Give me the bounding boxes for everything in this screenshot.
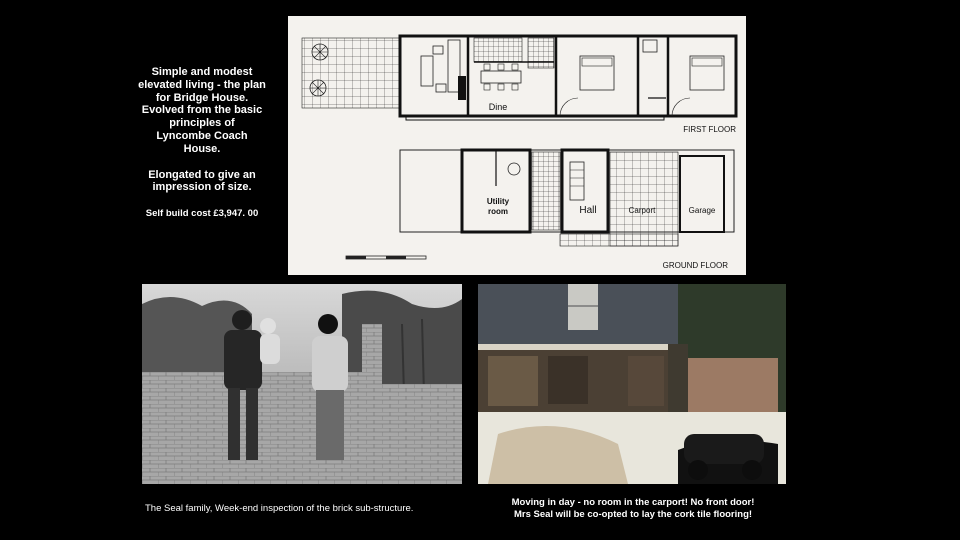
- intro-line: Simple and modest: [151, 66, 253, 78]
- first-floor-title: FIRST FLOOR: [683, 125, 736, 134]
- right-caption-line: Moving in day - no room in the carport! No front door!: [511, 497, 755, 508]
- ground-floor-plan: [346, 150, 734, 270]
- right-photo-caption: [482, 497, 784, 521]
- intro-line: for Bridge House.: [155, 91, 249, 104]
- label-garage: Garage: [688, 206, 716, 215]
- intro-line: Lyncombe Coach: [156, 129, 248, 142]
- moving-in-photo-image: [478, 284, 786, 484]
- moving-in-photo: [478, 284, 786, 484]
- intro-line: principles of: [169, 117, 235, 130]
- label-carport: Carport: [628, 206, 656, 215]
- label-utility-1: Utility: [486, 197, 510, 206]
- build-cost: Self build cost £3,947. 00: [145, 208, 259, 220]
- first-floor-plan: [302, 36, 736, 134]
- family-photo-image: [142, 284, 462, 484]
- right-caption-line: Mrs Seal will be co-opted to lay the cork tile flooring!: [513, 509, 753, 520]
- floor-plan: [288, 16, 746, 275]
- intro-text: [122, 66, 282, 221]
- family-photo: [142, 284, 462, 484]
- label-utility-2: room: [488, 207, 508, 216]
- intro-subline: Elongated to give an: [148, 168, 256, 181]
- intro-line: House.: [183, 142, 221, 155]
- intro-subline: impression of size.: [152, 181, 252, 194]
- intro-line: elevated living - the plan: [138, 78, 266, 91]
- label-dine: Dine: [488, 102, 508, 112]
- ground-floor-title: GROUND FLOOR: [662, 261, 728, 270]
- floor-plan-drawing: [288, 16, 746, 275]
- label-hall: Hall: [579, 205, 597, 216]
- left-photo-caption: The Seal family, Week-end inspection of the brick sub-structure.: [145, 503, 414, 514]
- intro-line: Evolved from the basic: [141, 104, 263, 117]
